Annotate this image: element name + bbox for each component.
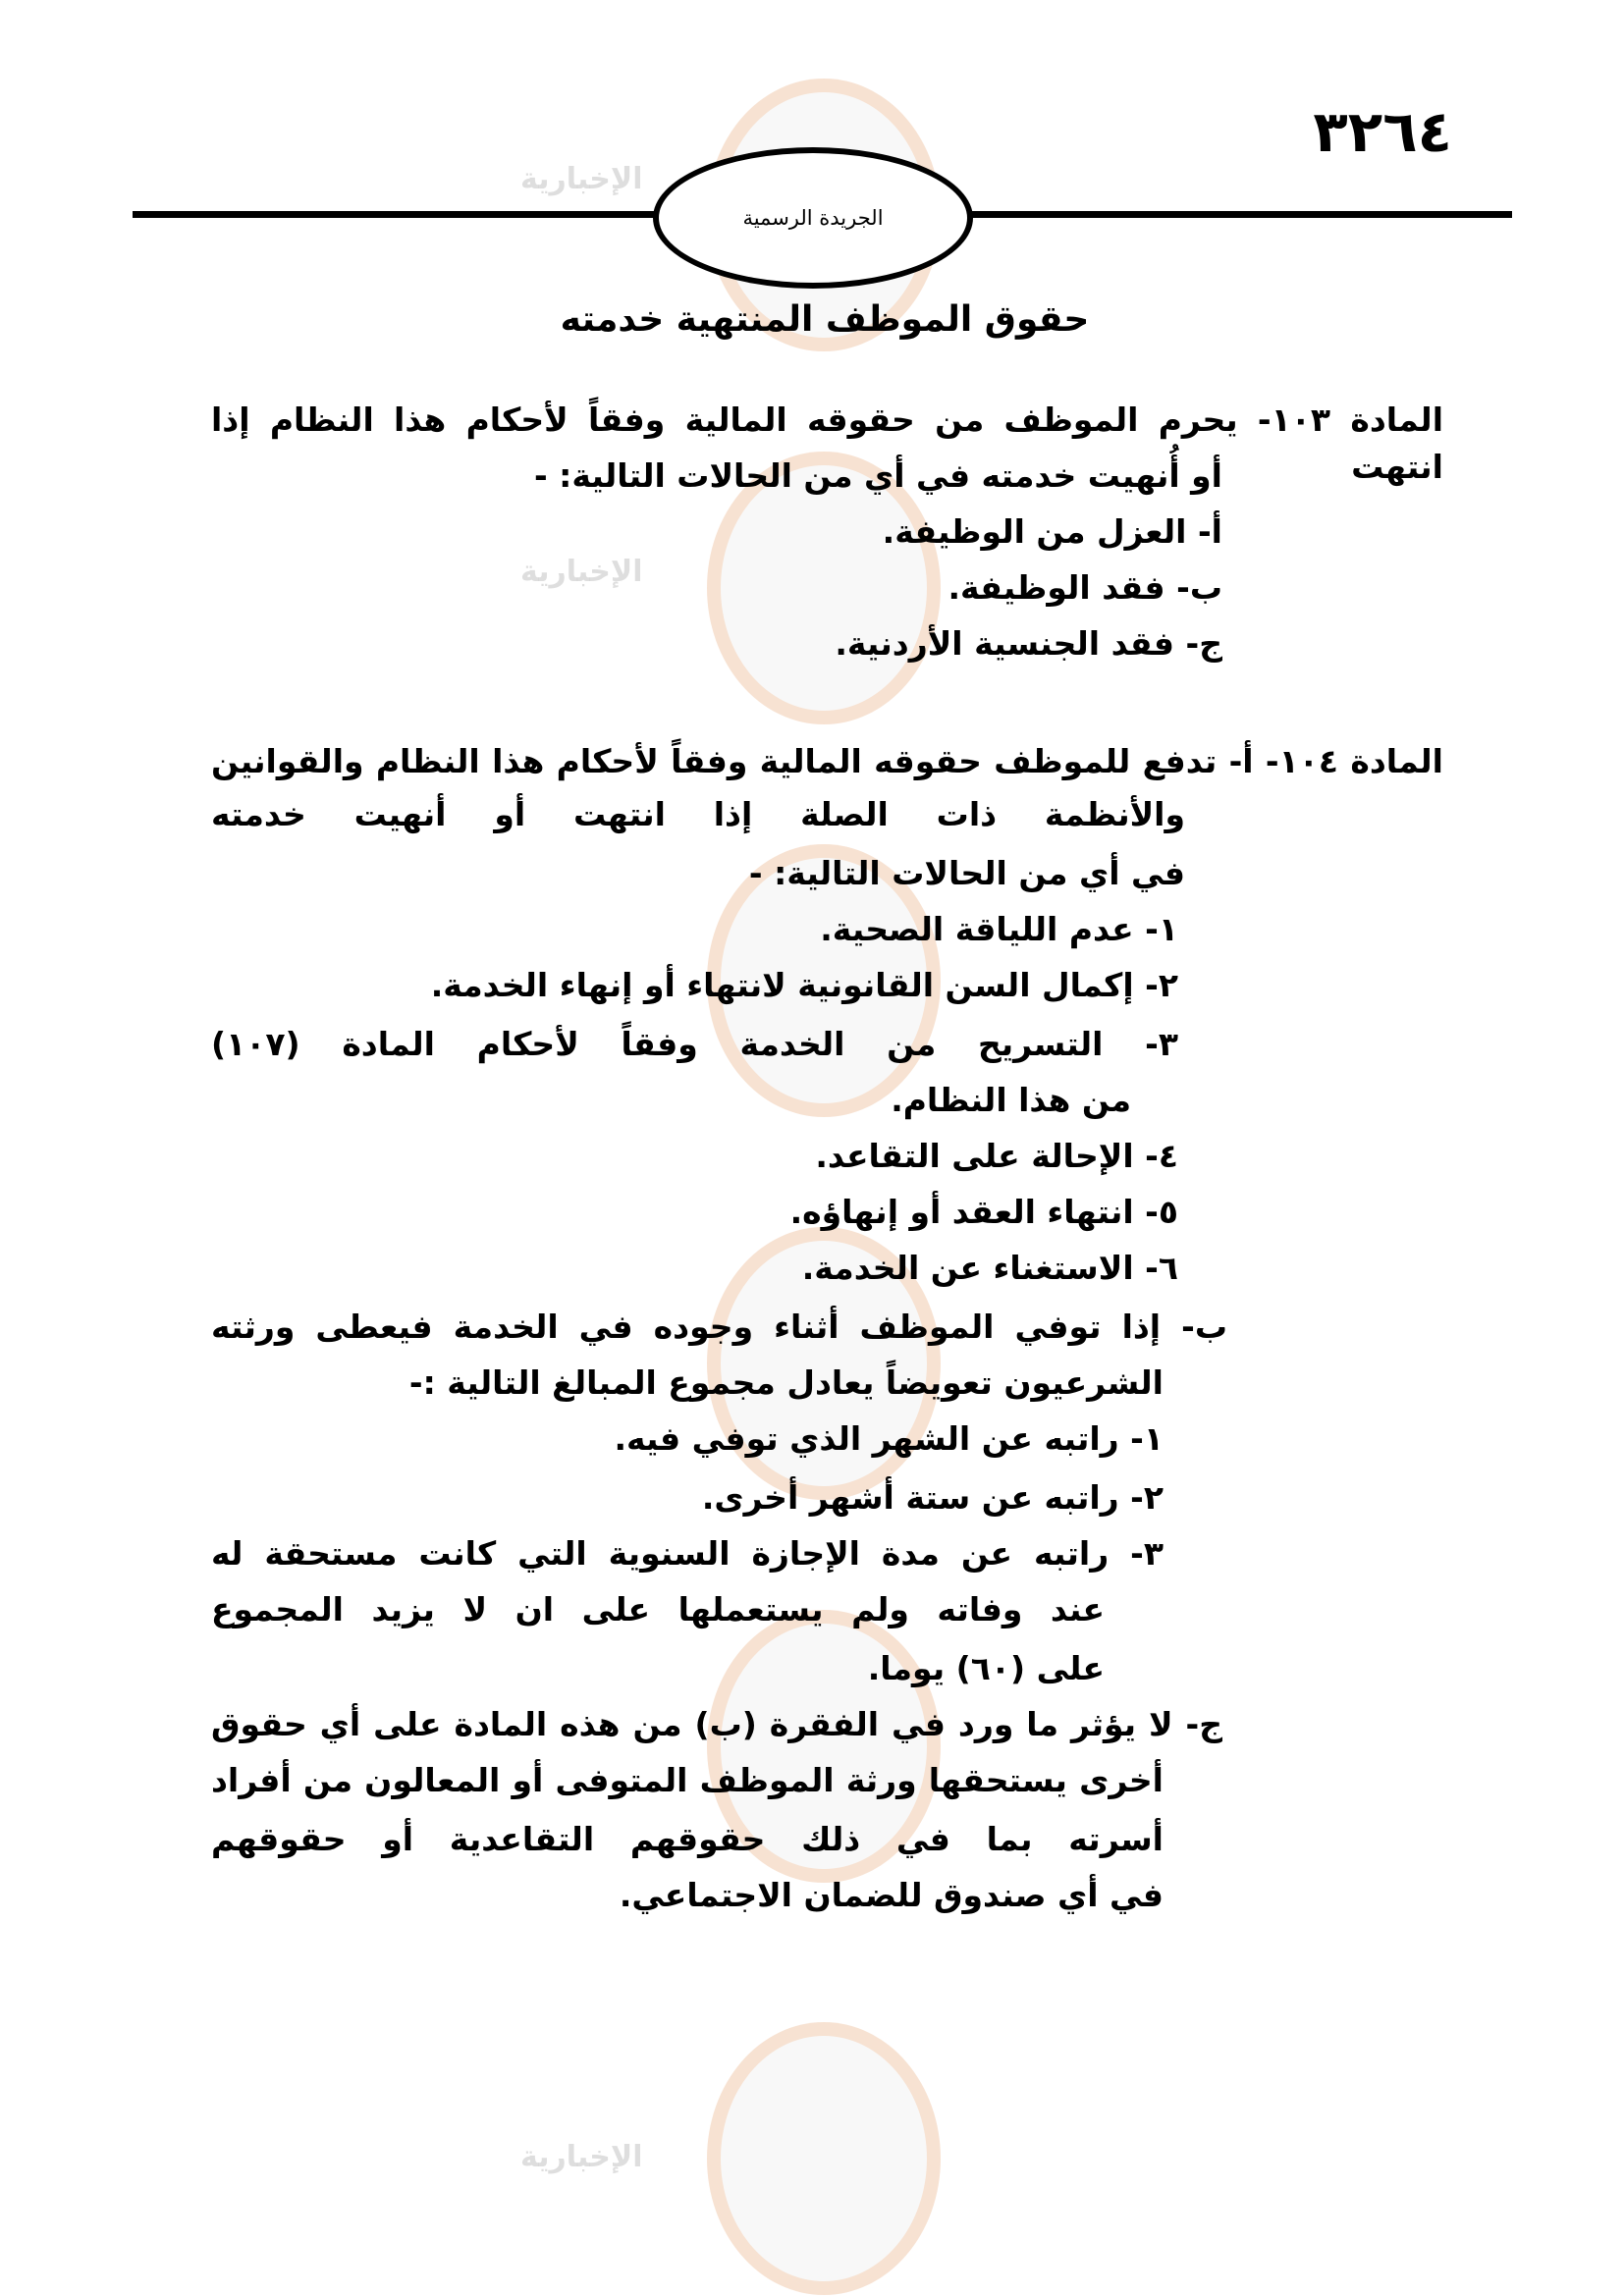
article-104-item: ٢- إكمال السن القانونية لانتهاء أو إنهاء الخدمة.: [430, 966, 1178, 1004]
article-104-item: ٣- راتبه عن مدة الإجازة السنوية التي كانت مستحقة له: [211, 1534, 1164, 1573]
article-104-item: ١- راتبه عن الشهر الذي توفي فيه.: [614, 1419, 1164, 1458]
article-104-line: ب- إذا توفي الموظف أثناء وجوده في الخدمة فيعطى ورثته: [211, 1308, 1227, 1346]
article-104-line: أخرى يستحقها ورثة الموظف المتوفى أو المعالون من أفراد: [211, 1761, 1164, 1799]
page-number: ٣٢٦٤: [1313, 98, 1452, 165]
article-104-line: أسرته بما في ذلك حقوقهم التقاعدية أو حقوقهم: [211, 1820, 1164, 1858]
article-104-line: المادة ١٠٤- أ- تدفع للموظف حقوقه المالية وفقاً لأحكام هذا النظام والقوانين: [211, 742, 1443, 780]
article-104-item: ٣- التسريح من الخدمة وفقاً لأحكام المادة (١٠٧): [211, 1025, 1178, 1063]
article-104-line: على (٦٠) يوما.: [867, 1649, 1105, 1687]
watermark-subtext: الإخبارية: [520, 2140, 643, 2174]
article-104-item: ٦- الاستغناء عن الخدمة.: [801, 1249, 1178, 1287]
section-title: حقوق الموظف المنتهية خدمته: [560, 299, 1090, 340]
article-104-line: عند وفاته ولم يستعملها على ان لا يزيد المجموع: [211, 1590, 1105, 1629]
watermark-subtext: الإخبارية: [520, 162, 643, 196]
article-104-line: في أي من الحالات التالية: -: [748, 854, 1185, 892]
article-104-line: من هذا النظام.: [891, 1081, 1131, 1119]
article-104-line: في أي صندوق للضمان الاجتماعي.: [619, 1876, 1164, 1914]
article-103-line: المادة ١٠٣- يحرم الموظف من حقوقه المالية وفقاً لأحكام هذا النظام إذا انتهت: [211, 400, 1444, 486]
article-104-line: الشرعيون تعويضاً يعادل مجموع المبالغ التالية :-: [408, 1363, 1164, 1402]
article-103-item: أ- العزل من الوظيفة.: [882, 512, 1222, 551]
article-103-item: ج- فقد الجنسية الأردنية.: [835, 624, 1222, 663]
article-104-line: والأنظمة ذات الصلة إذا انتهت أو أنهيت خدمته: [211, 795, 1185, 833]
watermark-clock-icon: [707, 2022, 941, 2295]
article-104-item: ٤- الإحالة على التقاعد.: [815, 1137, 1178, 1175]
article-104-item: ٥- انتهاء العقد أو إنهاؤه.: [789, 1193, 1178, 1231]
article-103-line: أو أُنهيت خدمته في أي من الحالات التالية: -: [533, 456, 1222, 495]
gazette-name: الجريدة الرسمية: [742, 206, 884, 230]
article-104-line: ج- لا يؤثر ما ورد في الفقرة (ب) من هذه المادة على أي حقوق: [211, 1705, 1222, 1743]
watermark-subtext: الإخبارية: [520, 555, 643, 589]
gazette-emblem: [653, 147, 973, 289]
article-104-item: ١- عدم اللياقة الصحية.: [820, 910, 1178, 948]
article-103-item: ب- فقد الوظيفة.: [947, 568, 1222, 607]
article-104-item: ٢- راتبه عن ستة أشهر أخرى.: [701, 1478, 1164, 1517]
